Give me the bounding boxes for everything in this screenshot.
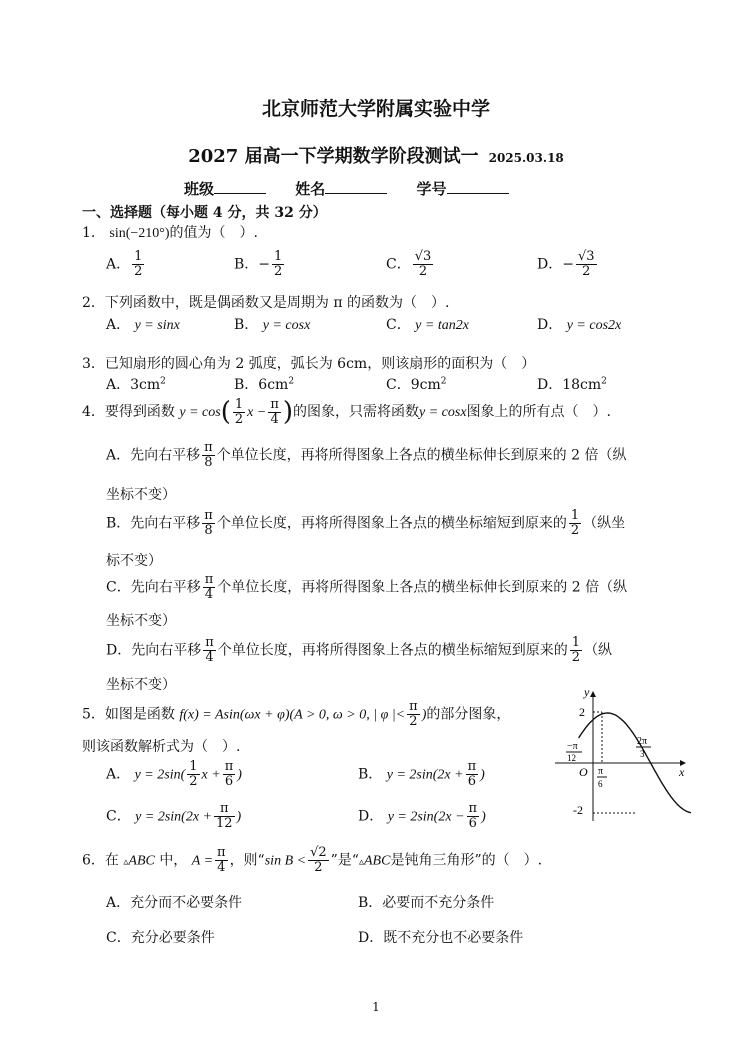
q3-d-value: 18cm [562, 377, 602, 393]
name-label: 姓名 [295, 180, 326, 198]
q5-number: 5． [82, 706, 105, 723]
y-min-label: -2 [573, 803, 583, 817]
q2-option-c[interactable] [386, 314, 469, 334]
origin-label: O [579, 765, 588, 779]
triangle-icon-2: ▵ [358, 856, 364, 868]
q4-half: $\frac{1}{2}$ [234, 396, 244, 427]
q4-d-half: $\frac{1}{2}$ [571, 635, 581, 665]
q1-d-label: D． [537, 256, 563, 273]
q6-tri-2: ABC [364, 853, 391, 869]
q6-sinb: sin B < [264, 853, 307, 869]
q4-d-frac: $\frac{\pi}{4}$ [205, 635, 214, 665]
q4-number: 4． [82, 404, 105, 420]
q5-close: ) [421, 707, 427, 723]
q2-b-label: B． [234, 317, 259, 333]
q5-c-close: ) [236, 809, 242, 825]
exam-date: 2025.03.18 [488, 151, 564, 165]
q4-b-frac: $\frac{\pi}{8}$ [204, 508, 213, 538]
q6-option-c[interactable]: C．充分必要条件 [106, 930, 215, 946]
q3-a-label: A． [106, 377, 131, 393]
q4-d-post: （纵 [584, 642, 613, 659]
question-4 [82, 397, 611, 427]
q5-func: f(x) = Asin(ωx + φ)(A > 0, ω > 0, | φ |< [179, 707, 406, 723]
q6-is: ”是“ [330, 852, 359, 869]
q2-option-a[interactable] [106, 314, 180, 334]
q4-func2: y = cosx [419, 405, 467, 420]
q5-d-1: y = 2sin(2x − [387, 809, 465, 825]
exam-title [0, 142, 752, 168]
question-3 [82, 353, 535, 373]
q1-option-d[interactable] [537, 250, 599, 279]
q6-option-a[interactable]: A．充分而不必要条件 [106, 895, 243, 911]
q5-d-close: ) [481, 809, 486, 825]
q5-d-pi6: $\frac{\pi}{6}$ [468, 801, 478, 831]
q1-number: 1． [82, 225, 105, 241]
q3-text: 已知扇形的圆心角为 2 弧度，弧长为 6cm，则该扇形的面积为（ ） [104, 356, 536, 372]
q3-b-label: B． [234, 377, 259, 393]
page-number: 1 [372, 1000, 380, 1014]
question-5 [82, 700, 510, 729]
q3-option-a[interactable] [106, 374, 166, 394]
q1-option-a[interactable] [106, 250, 146, 279]
q5-post: 的部分图象， [426, 706, 511, 723]
q5-c-pi12: $\frac{\pi}{12}$ [216, 801, 233, 831]
x-axis-label: x [679, 765, 685, 779]
q4-b-tail: 标不变） [106, 553, 162, 569]
q4-c-tail: 坐标不变） [106, 613, 176, 629]
school-name: 北京师范大学附属实验中学 [261, 98, 490, 120]
name-blank[interactable] [325, 193, 387, 194]
q5-option-b[interactable] [358, 760, 485, 789]
q4-x-minus: x − [247, 405, 267, 420]
q4-func1: y = cos [179, 405, 221, 420]
q3-d-sup: 2 [601, 376, 607, 387]
q1-c-frac: $\frac{√3}{2}$ [414, 249, 432, 279]
q1-option-b[interactable] [234, 250, 286, 279]
q6-post: 是钝角三角形”的（ ）. [390, 852, 543, 869]
q5-b-pi6: $\frac{\pi}{6}$ [467, 759, 477, 789]
q5-a-half: $\frac{1}{2}$ [189, 759, 198, 789]
q6-option-d[interactable]: D．既不充分也不必要条件 [358, 930, 524, 946]
student-info [184, 178, 509, 199]
q6-number: 6． [82, 852, 105, 869]
q5-a-2: x + [201, 767, 221, 783]
q4-c-pre: C．先向右平移 [106, 579, 201, 596]
q3-c-sup: 2 [440, 376, 447, 387]
two-pi-num: 2π [637, 736, 648, 747]
q2-d-label: D． [537, 317, 563, 333]
q3-option-c[interactable] [386, 374, 446, 394]
q4-c-post: 个单位长度，再将所得图象上各点的横坐标伸长到原来的 2 倍（纵 [217, 579, 628, 596]
q6-then: ，则“ [229, 852, 265, 869]
class-blank[interactable] [214, 193, 266, 194]
id-label: 学号 [416, 180, 447, 198]
q3-c-value: 9cm [410, 377, 441, 393]
q5-c-1: y = 2sin(2x + [135, 809, 212, 825]
q2-option-d[interactable] [537, 314, 621, 334]
q6-pre: 在 [104, 852, 119, 869]
q4-a-pre: A．先向右平移 [106, 447, 201, 464]
q3-b-sup: 2 [288, 376, 295, 387]
q2-option-b[interactable] [234, 314, 310, 334]
pos-tick-num: π [598, 766, 604, 777]
q5-a-pi6: $\frac{\pi}{6}$ [224, 759, 234, 789]
q4-b-mid: 个单位长度，再将所得图象上各点的横坐标缩短到原来的 [216, 515, 567, 532]
neg-tick-num: −π [567, 741, 578, 752]
q4-post: 图象上的所有点（ ）. [466, 404, 612, 420]
q1-c-label: C． [386, 256, 411, 273]
q4-a-tail: 坐标不变） [106, 487, 176, 503]
question-6 [82, 846, 542, 875]
q3-number: 3． [82, 356, 105, 372]
q2-a-label: A． [106, 317, 131, 333]
q2-d-value: y = cos2x [566, 318, 622, 333]
q1-b-minus: − [258, 256, 271, 273]
q4-option-d[interactable] [106, 636, 612, 665]
q3-d-label: D． [537, 377, 563, 393]
q2-c-value: y = tan2x [415, 318, 469, 333]
q5-pre: 如图是函数 [104, 706, 175, 723]
q5-a-1: y = 2sin( [134, 767, 186, 783]
q5-sine-graph [555, 686, 691, 826]
q6-tri: ABC [128, 853, 155, 869]
q1-text: 的值为（ ）. [169, 225, 258, 241]
q4-a-frac: $\frac{\pi}{8}$ [204, 440, 213, 470]
q6-a-eq: A = [191, 853, 214, 869]
q6-pi4: $\frac{\pi}{4}$ [217, 845, 226, 875]
q5-option-c[interactable] [106, 802, 241, 831]
section-heading: 一、选择题（每小题 4 分，共 32 分） [82, 205, 327, 221]
q5-pi-2: $\frac{\pi}{2}$ [409, 699, 418, 729]
two-pi-den: 3 [640, 749, 645, 759]
q4-paren-close: ) [282, 397, 294, 427]
q6-sqrt2: $\frac{√2}{2}$ [310, 845, 327, 875]
triangle-icon: ▵ [123, 856, 129, 868]
neg-tick-den: 12 [567, 753, 576, 763]
q2-a-value: y = sinx [134, 318, 180, 333]
q4-d-pre: D．先向右平移 [106, 642, 202, 659]
y-max-label: 2 [579, 705, 585, 719]
q3-c-label: C． [386, 377, 411, 393]
q4-mid: 的图象，只需将函数 [293, 404, 420, 420]
q5-line2: 则该函数解析式为（ ）. [82, 739, 241, 755]
q5-c-label: C． [106, 808, 131, 825]
q1-b-label: B． [234, 256, 259, 273]
q4-b-post: （纵坐 [583, 515, 626, 532]
q4-pi-4: $\frac{\pi}{4}$ [270, 396, 279, 427]
q6-mid: 中， [159, 852, 188, 869]
q1-d-frac: $\frac{√3}{2}$ [577, 249, 595, 279]
exam-title-text: 2027 届高一下学期数学阶段测试一 [188, 146, 479, 167]
q5-b-1: y = 2sin(2x + [386, 767, 464, 783]
q4-option-b[interactable] [106, 509, 625, 538]
q4-option-a[interactable] [106, 441, 626, 470]
y-axis-label: y [584, 686, 590, 699]
q5-option-a[interactable] [106, 760, 242, 789]
q4-c-frac: $\frac{\pi}{4}$ [204, 572, 214, 602]
q4-pre: 要得到函数 [104, 404, 175, 420]
question-1 [82, 222, 258, 242]
q4-d-tail: 坐标不变） [106, 677, 176, 693]
q5-d-label: D． [358, 808, 384, 825]
q5-a-label: A． [106, 766, 131, 783]
id-blank[interactable] [447, 193, 509, 194]
q5-option-d[interactable] [358, 802, 486, 831]
q5-a-close: ) [237, 767, 242, 783]
q3-b-value: 6cm [258, 377, 289, 393]
q3-option-d[interactable] [537, 374, 607, 394]
class-label: 班级 [184, 180, 215, 198]
q2-c-label: C． [386, 317, 411, 333]
question-2 [82, 292, 449, 312]
q1-d-minus: − [562, 256, 574, 273]
q6-option-b[interactable]: B．必要而不充分条件 [358, 895, 495, 911]
q3-a-sup: 2 [160, 376, 166, 387]
q4-paren-open: ( [220, 397, 231, 427]
pos-tick-den: 6 [598, 779, 603, 789]
q1-expression: sin(−210°) [109, 226, 170, 241]
q4-b-pre: B．先向右平移 [106, 515, 201, 532]
q4-option-c[interactable] [106, 573, 627, 602]
q1-a-frac: $\frac{1}{2}$ [134, 249, 143, 279]
q5-b-label: B． [358, 766, 383, 783]
q4-a-post: 个单位长度，再将所得图象上各点的横坐标伸长到原来的 2 倍（纵 [216, 447, 627, 464]
q1-option-c[interactable] [386, 250, 435, 279]
q2-number: 2． [82, 295, 105, 311]
q4-d-mid: 个单位长度，再将所得图象上各点的横坐标缩短到原来的 [217, 642, 568, 659]
q1-b-frac: $\frac{1}{2}$ [274, 249, 283, 279]
q2-text: 下列函数中，既是偶函数又是周期为 π 的函数为（ ）. [104, 295, 450, 311]
q1-a-label: A． [106, 256, 131, 273]
q3-a-value: 3cm [130, 377, 161, 393]
q5-b-close: ) [480, 767, 485, 783]
q4-b-half: $\frac{1}{2}$ [570, 508, 580, 538]
q2-b-value: y = cosx [262, 318, 311, 333]
q3-option-b[interactable] [234, 374, 294, 394]
